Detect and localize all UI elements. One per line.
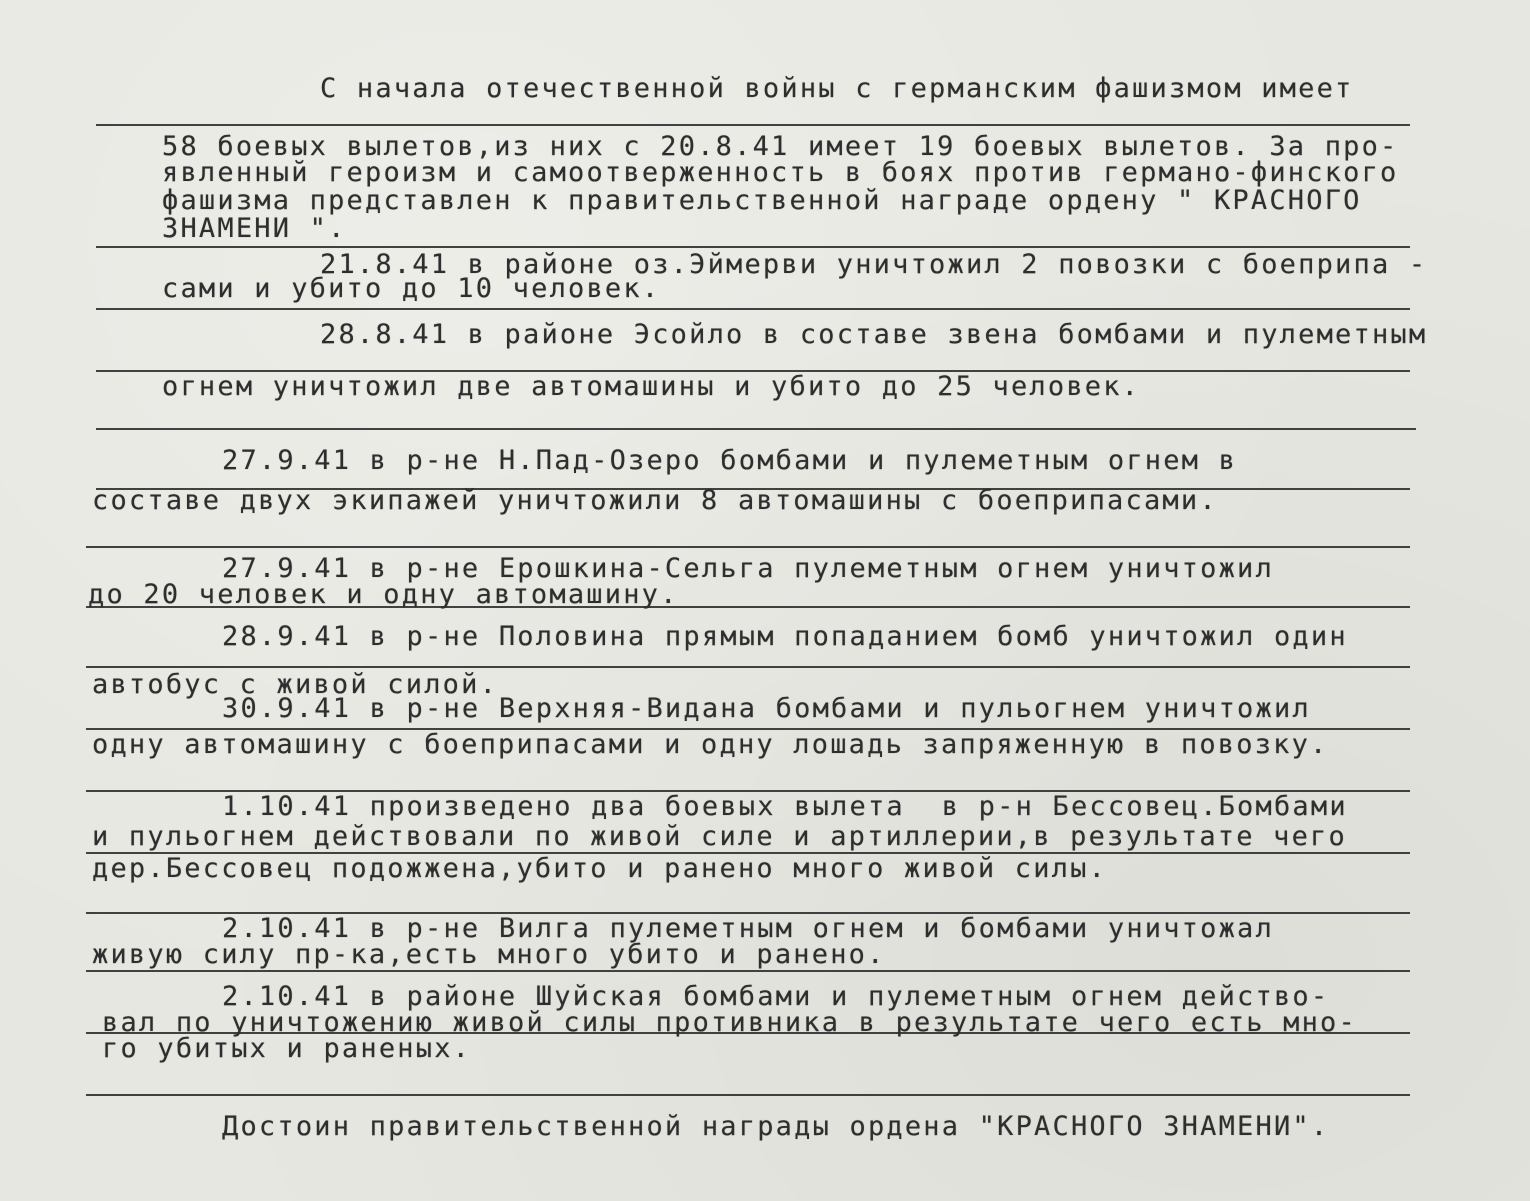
text-line: и пульогнем действовали по живой силе и артиллерии,в результате чего: [92, 821, 1347, 852]
text-line: 2.10.41 в районе Шуйская бомбами и пулеметным огнем действо-: [222, 981, 1330, 1012]
text-line: составе двух экипажей уничтожили 8 автомашины с боеприпасами.: [92, 485, 1218, 516]
text-line: 28.9.41 в р-не Половина прямым попаданием бомб уничтожил один: [222, 621, 1348, 652]
text-line: 21.8.41 в районе оз.Эймерви уничтожил 2 повозки с боеприпа -: [320, 249, 1428, 280]
rule-line: [96, 308, 1410, 310]
text-line: вал по уничтожению живой силы противника в результате чего есть мно-: [102, 1007, 1357, 1038]
text-line-conclusion: Достоин правительственной награды ордена "КРАСНОГО ЗНАМЕНИ".: [222, 1111, 1330, 1142]
text-line: явленный героизм и самоотверженность в боях против германо-финского: [162, 157, 1399, 188]
text-line: одну автомашину с боеприпасами и одну лошадь запряженную в повозку.: [92, 729, 1329, 760]
text-line: живую силу пр-ка,есть много убито и ранено.: [92, 939, 886, 970]
rule-line: [86, 1094, 1410, 1096]
text-line: сами и убито до 10 человек.: [162, 273, 661, 304]
text-line: 58 боевых вылетов,из них с 20.8.41 имеет 19 боевых вылетов. За про-: [162, 131, 1399, 162]
text-line: 27.9.41 в р-не Н.Пад-Озеро бомбами и пулеметным огнем в: [222, 445, 1238, 476]
text-line: автобус с живой силой.: [92, 669, 499, 700]
text-line-intro: С начала отечественной войны с германским фашизмом имеет: [320, 73, 1354, 104]
text-line: 27.9.41 в р-не Ерошкина-Сельга пулеметным огнем уничтожил: [222, 553, 1274, 584]
text-line: дер.Бессовец подожжена,убито и ранено много живой силы.: [92, 853, 1108, 884]
text-line: фашизма представлен к правительственной награде ордену " КРАСНОГО: [162, 185, 1362, 216]
rule-line: [96, 428, 1416, 430]
text-line: 2.10.41 в р-не Вилга пулеметным огнем и бомбами уничтожал: [222, 913, 1274, 944]
rule-line: [86, 970, 1410, 972]
rule-line: [96, 124, 1410, 126]
text-line: огнем уничтожил две автомашины и убито до 25 человек.: [162, 371, 1141, 402]
text-line: до 20 человек и одну автомашину.: [88, 579, 679, 610]
rule-line: [86, 666, 1410, 668]
rule-line: [86, 546, 1410, 548]
text-line: го убитых и раненых.: [102, 1033, 472, 1064]
text-line: 1.10.41 произведено два боевых вылета в р-н Бессовец.Бомбами: [222, 791, 1348, 822]
text-line: ЗНАМЕНИ ".: [162, 213, 347, 244]
rule-line: [96, 246, 1410, 248]
text-line: 30.9.41 в р-не Верхняя-Видана бомбами и пульогнем уничтожил: [222, 693, 1311, 724]
text-line: 28.8.41 в районе Эсойло в составе звена бомбами и пулеметным: [320, 319, 1428, 350]
